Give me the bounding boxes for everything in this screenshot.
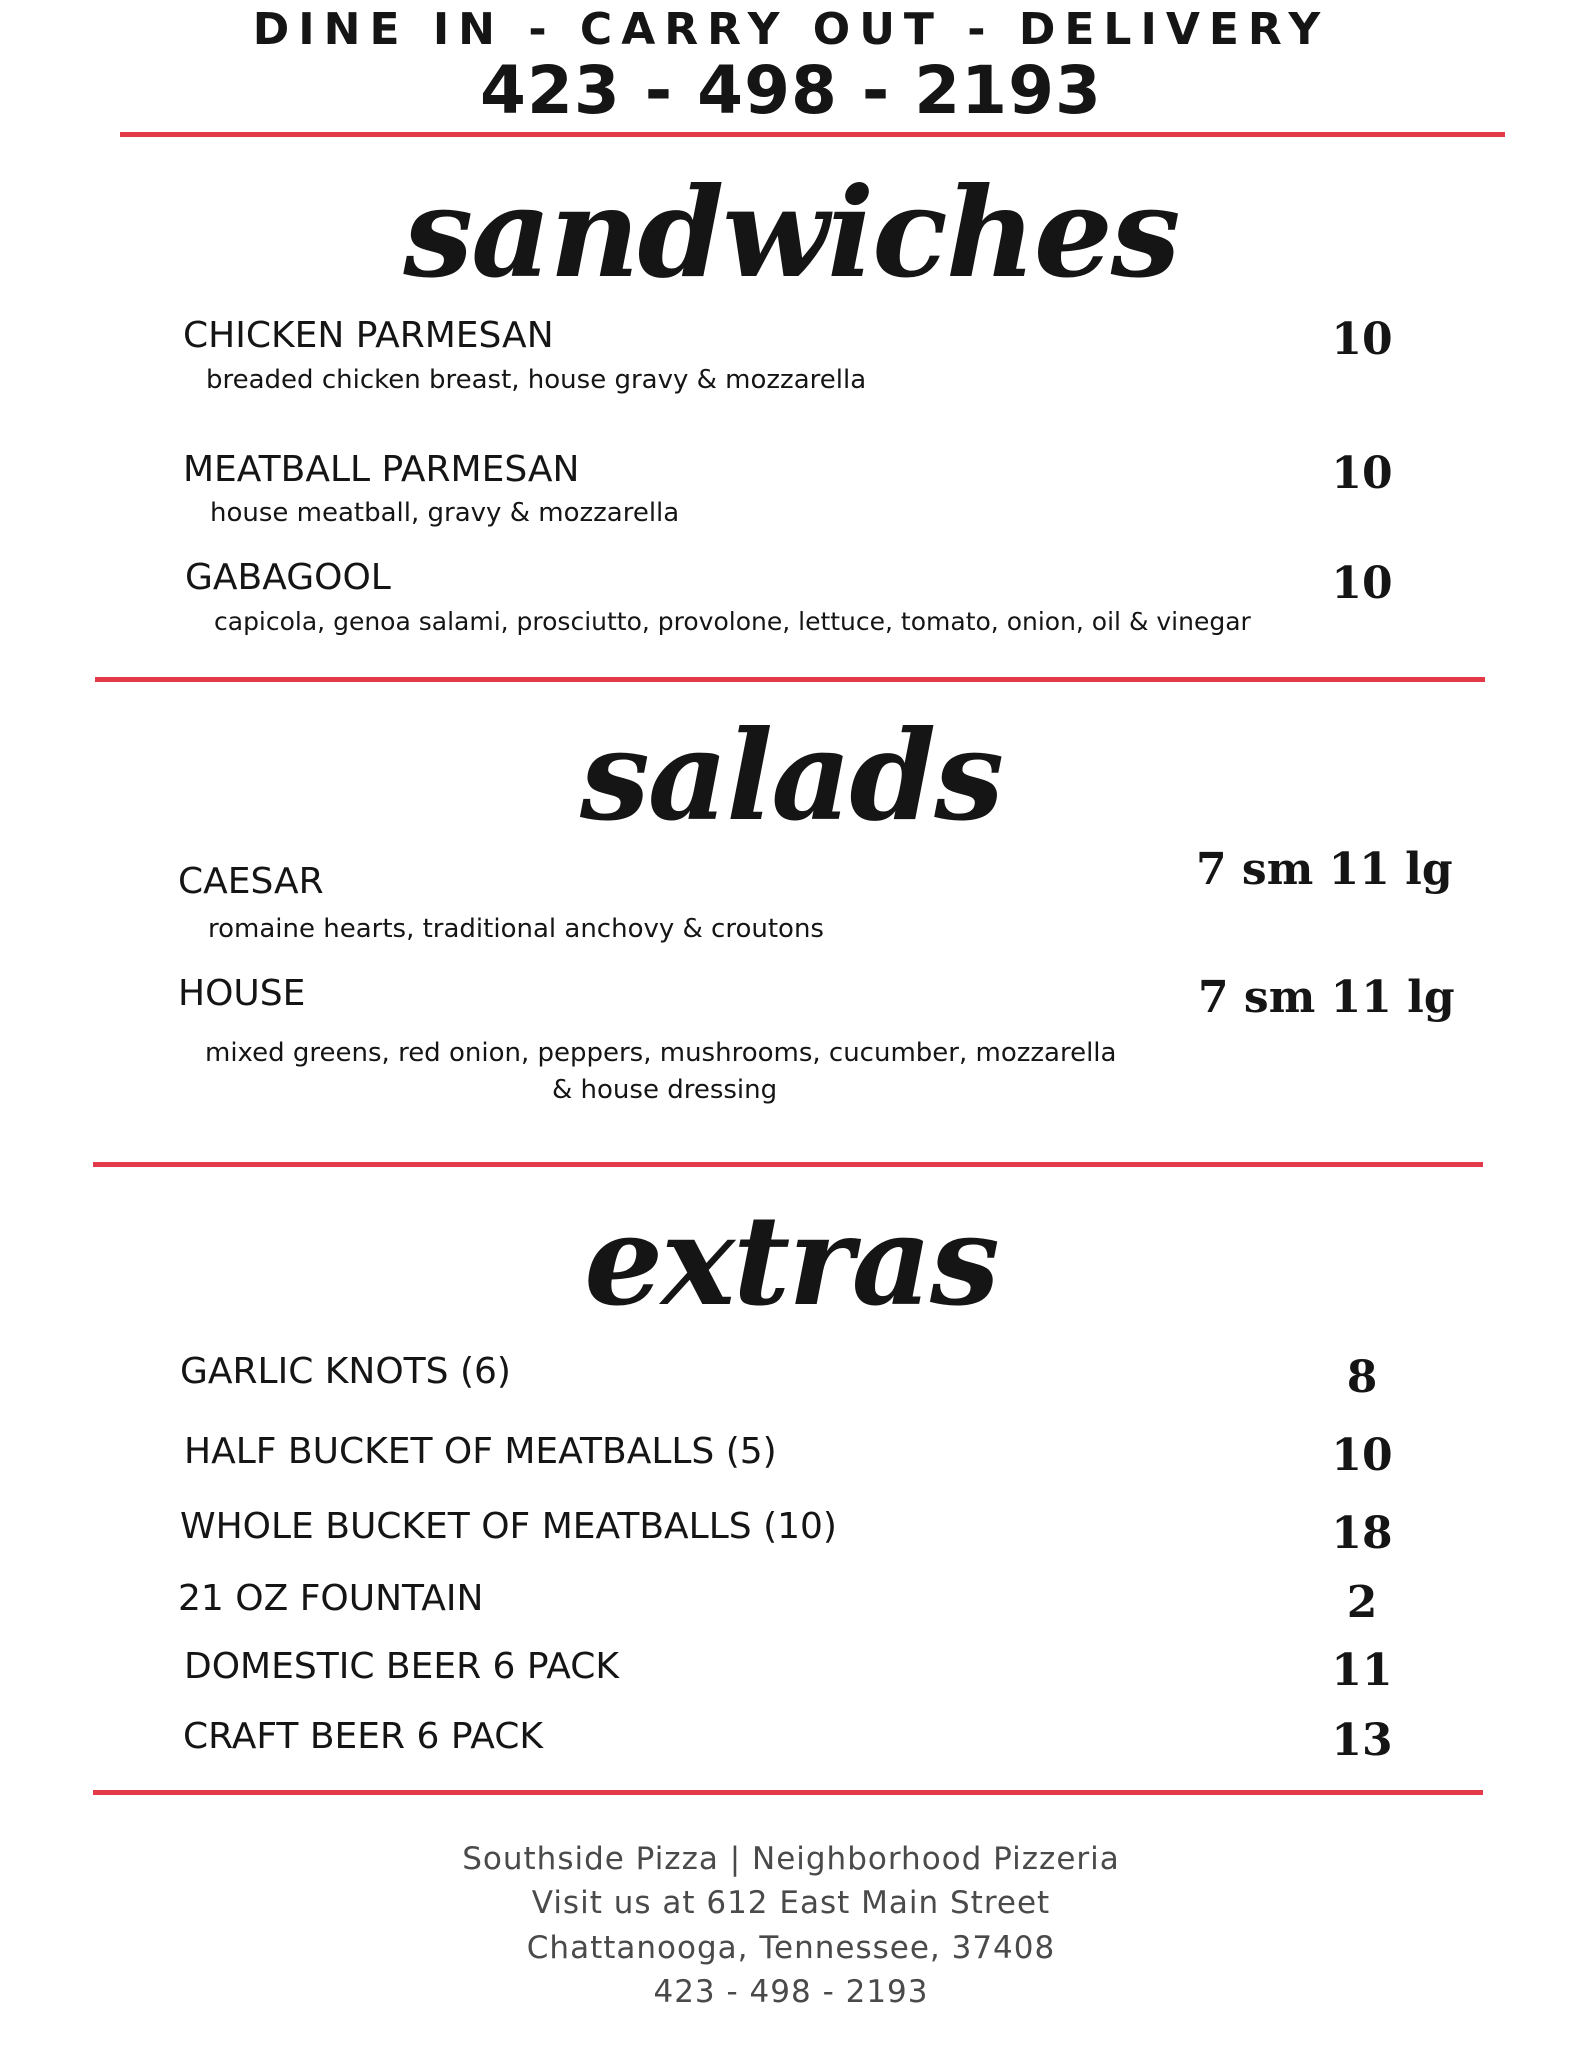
menu-item-price: 18 [1331, 1508, 1393, 1559]
menu-item-price: 10 [1331, 314, 1393, 365]
divider-rule [93, 1790, 1483, 1795]
menu-item-name: CAESAR [178, 861, 324, 902]
menu-item-name: GABAGOOL [185, 557, 391, 598]
menu-item-name: 21 OZ FOUNTAIN [178, 1578, 484, 1619]
service-options-tagline: DINE IN - CARRY OUT - DELIVERY [252, 4, 1330, 55]
menu-item-description-continued: & house dressing [552, 1075, 778, 1105]
menu-item-description: breaded chicken breast, house gravy & mozzarella [206, 365, 867, 395]
footer-restaurant-name: Southside Pizza | Neighborhood Pizzeria [462, 1841, 1120, 1877]
section-title-salads: salads [579, 704, 1003, 849]
menu-item-price: 7 sm 11 lg [1196, 844, 1453, 895]
menu-item-name: HOUSE [178, 973, 306, 1014]
menu-item-description: house meatball, gravy & mozzarella [210, 498, 680, 528]
footer-address-city: Chattanooga, Tennessee, 37408 [526, 1930, 1056, 1966]
menu-item-price: 7 sm 11 lg [1198, 972, 1455, 1023]
divider-rule [95, 677, 1485, 682]
menu-item-name: CRAFT BEER 6 PACK [183, 1716, 543, 1757]
section-title-extras: extras [584, 1189, 998, 1334]
menu-item-description: mixed greens, red onion, peppers, mushrooms, cucumber, mozzarella [205, 1038, 1117, 1068]
menu-item-description: romaine hearts, traditional anchovy & croutons [208, 914, 824, 944]
menu-item-name: WHOLE BUCKET OF MEATBALLS (10) [180, 1506, 837, 1547]
header-phone-number[interactable]: 423 - 498 - 2193 [480, 52, 1102, 129]
menu-item-price: 2 [1346, 1577, 1378, 1628]
footer-address-street: Visit us at 612 East Main Street [531, 1885, 1051, 1921]
menu-item-description: capicola, genoa salami, prosciutto, provolone, lettuce, tomato, onion, oil & vinegar [214, 607, 1251, 636]
menu-item-name: GARLIC KNOTS (6) [180, 1351, 511, 1392]
menu-item-price: 10 [1331, 448, 1393, 499]
menu-item-price: 10 [1331, 558, 1393, 609]
menu-item-name: MEATBALL PARMESAN [183, 449, 580, 490]
menu-item-name: DOMESTIC BEER 6 PACK [184, 1646, 620, 1687]
menu-item-price: 11 [1331, 1645, 1393, 1696]
section-title-sandwiches: sandwiches [403, 161, 1179, 306]
divider-rule [93, 1162, 1483, 1167]
menu-item-name: CHICKEN PARMESAN [183, 315, 554, 356]
menu-item-name: HALF BUCKET OF MEATBALLS (5) [184, 1431, 777, 1472]
footer-phone-number[interactable]: 423 - 498 - 2193 [653, 1974, 929, 2010]
menu-item-price: 10 [1331, 1430, 1393, 1481]
divider-rule [120, 132, 1505, 137]
menu-item-price: 13 [1331, 1715, 1393, 1766]
menu-item-price: 8 [1346, 1352, 1378, 1403]
